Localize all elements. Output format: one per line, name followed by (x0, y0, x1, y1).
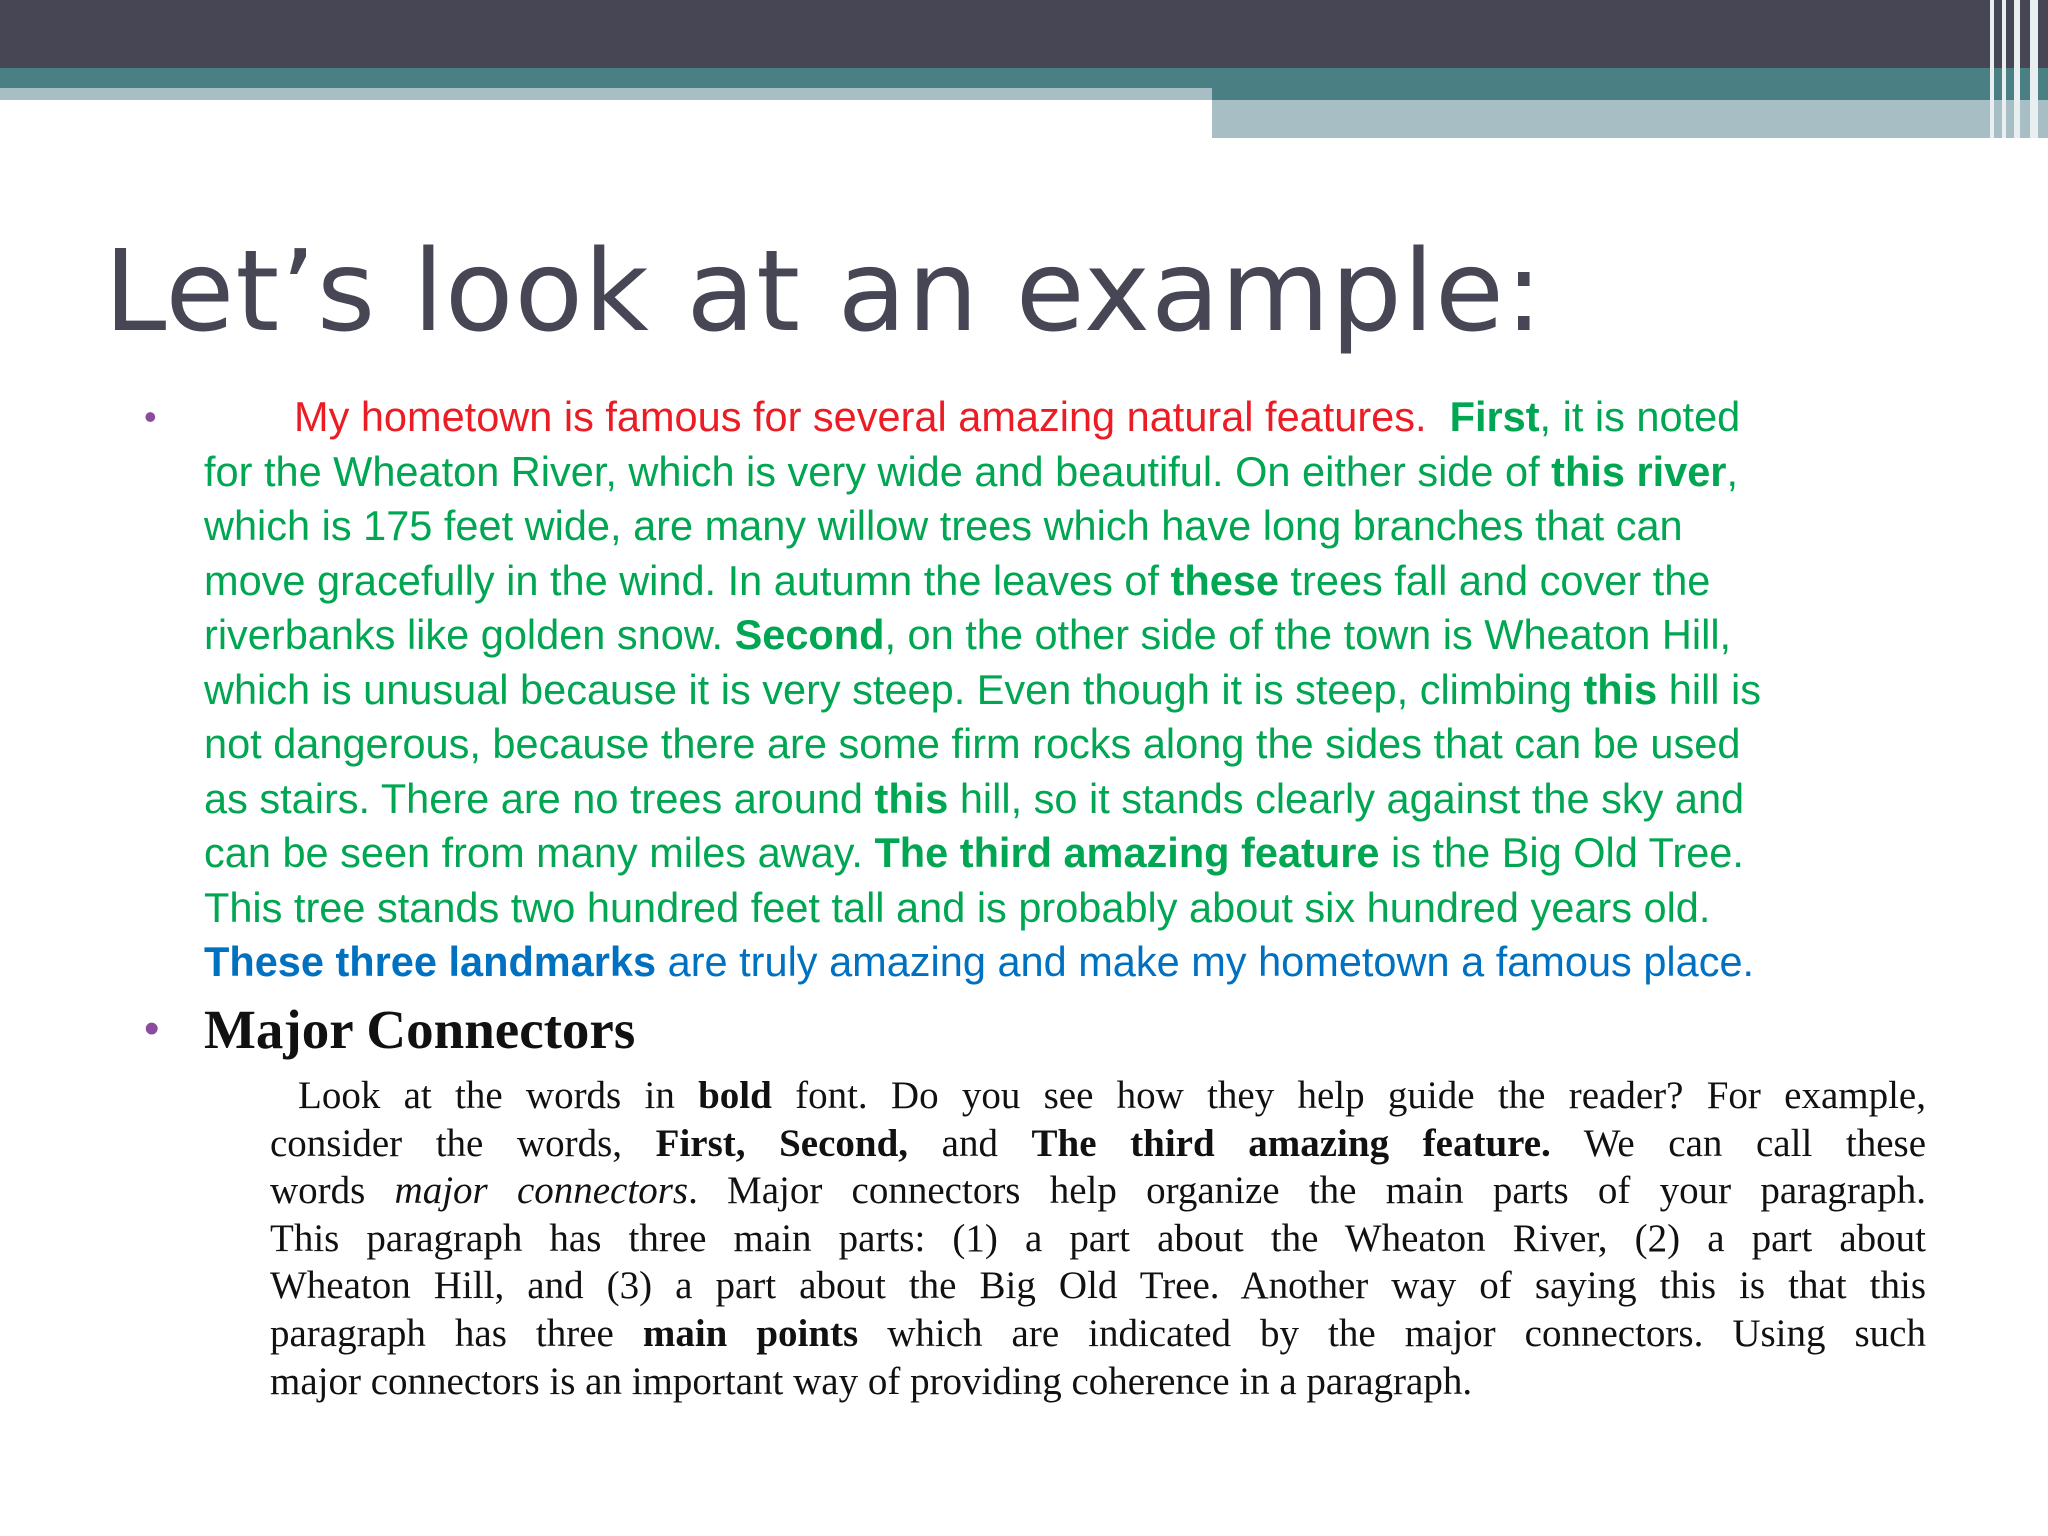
header-stripe (2014, 0, 2020, 138)
header-stripe (2002, 0, 2006, 138)
example-line: for the Wheaton River, which is very wide and beautiful. On either side of this river, (204, 447, 1738, 495)
slide-title: Let’s look at an example: (104, 227, 1544, 357)
example-paragraph (204, 390, 1964, 990)
header-stripe (2030, 0, 2038, 138)
example-line: which is unusual because it is very steep. Even though it is steep, climbing this hill is (204, 665, 1762, 713)
explanation-line: words major connectors. Major connectors help organize the main parts of your paragraph. (270, 1169, 1926, 1213)
example-line: as stairs. There are no trees around this hill, so it stands clearly against the sky and (204, 774, 1745, 822)
major-connectors-heading: Major Connectors (204, 999, 636, 1060)
example-line: can be seen from many miles away. The third amazing feature is the Big Old Tree. (204, 829, 1744, 876)
explanation-paragraph (270, 1072, 1926, 1405)
example-line: move gracefully in the wind. In autumn the leaves of these trees fall and cover the (204, 556, 1711, 604)
header-band-thin (0, 88, 1212, 100)
topic-sentence: My hometown is famous for several amazing natural features. (294, 393, 1427, 440)
connector-third: The third amazing feature (874, 829, 1380, 876)
explanation-line: paragraph has three main points which are indicated by the major connectors. Using such (270, 1311, 1926, 1355)
example-line: which is 175 feet wide, are many willow trees which have long branches that can (204, 502, 1683, 549)
bullet-icon: • (144, 1004, 160, 1053)
explanation-line: This paragraph has three main parts: (1) a part about the Wheaton River, (2) a part about (270, 1216, 1926, 1260)
header-band-light (1212, 100, 2048, 138)
example-line: My hometown is famous for several amazing natural features. First, it is noted (294, 393, 1741, 440)
bullet-icon: • (144, 396, 157, 437)
explanation-line: Look at the words in bold font. Do you see how they help guide the reader? For example, (298, 1074, 1926, 1117)
header-stripe (1990, 0, 1994, 138)
explanation-line: Wheaton Hill, and (3) a part about the Big Old Tree. Another way of saying this is that this (270, 1264, 1926, 1308)
header-band-dark (0, 0, 2048, 68)
connector-second: Second (734, 611, 885, 658)
explanation-line: consider the words, First, Second, and The third amazing feature. We can call these (270, 1121, 1927, 1165)
example-line: riverbanks like golden snow. Second, on the other side of the town is Wheaton Hill, (204, 611, 1732, 658)
explanation-line: major connectors is an important way of providing coherence in a paragraph. (270, 1359, 1473, 1403)
example-line: not dangerous, because there are some firm rocks along the sides that can be used (204, 720, 1741, 767)
connector-first: First (1449, 393, 1540, 440)
concluding-sentence: These three landmarks are truly amazing and make my hometown a famous place. (204, 938, 1755, 985)
example-line: This tree stands two hundred feet tall and is probably about six hundred years old. (204, 883, 1711, 931)
